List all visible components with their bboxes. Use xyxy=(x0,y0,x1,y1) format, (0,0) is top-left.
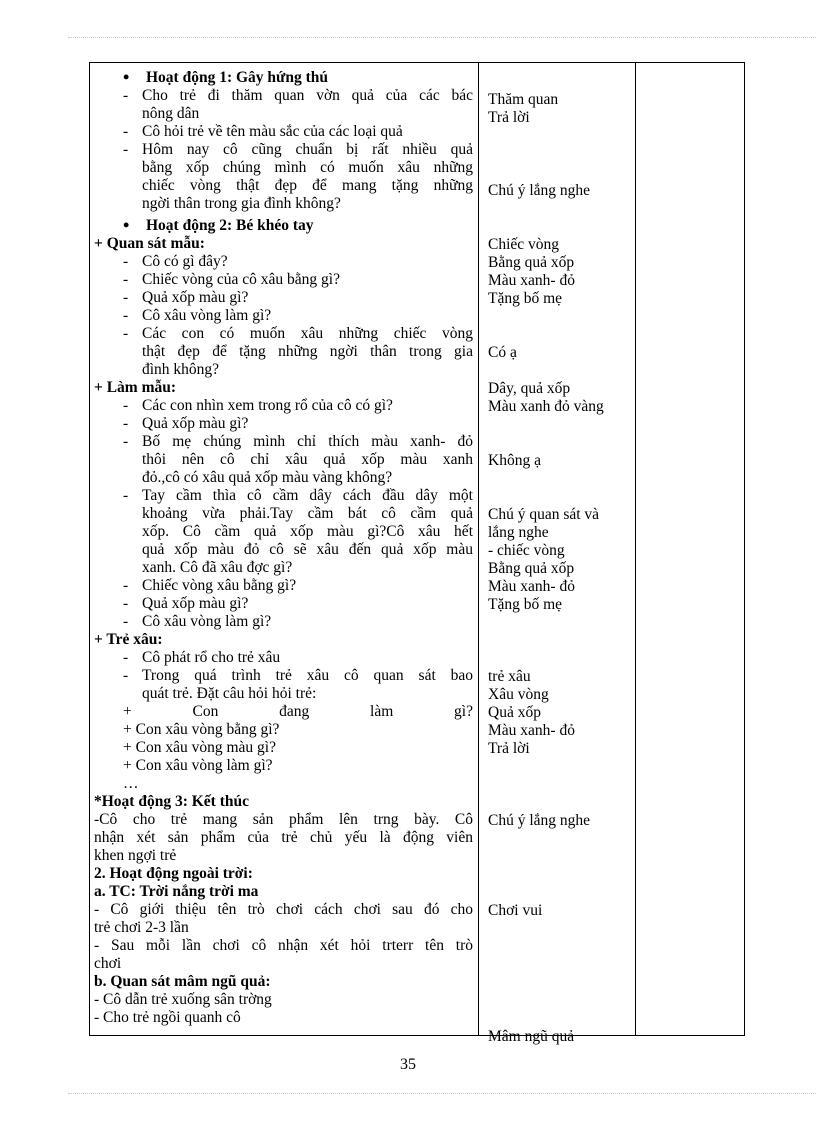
child-response-line: Màu xanh- đỏ xyxy=(488,578,575,595)
activity-line: - Cô xâu vòng làm gì? xyxy=(94,613,473,631)
child-response-line: Dây, quả xốp xyxy=(488,380,571,397)
activity-line: bằng xốp chúng mình có muốn xâu những xyxy=(142,159,473,176)
activity-line: - Cô giới thiệu tên trò chơi cách chơi sau đó cho xyxy=(94,901,473,918)
activity-line: khoảng vừa phải.Tay cầm bát cô cầm quả xyxy=(142,505,473,522)
activity-line: - Bố mẹ chúng mình chỉ thích màu xanh- đỏ xyxy=(94,433,473,451)
activity-line: ngời thân trong gia đình không? xyxy=(142,195,341,212)
child-response-line: Chú ý lắng nghe xyxy=(488,812,591,829)
lesson-activity-table xyxy=(89,62,745,1045)
page-number: 35 xyxy=(400,1056,416,1073)
child-response-line: Quả xốp xyxy=(488,704,541,721)
activity-line: - Chiếc vòng xâu bằng gì? xyxy=(94,577,473,595)
child-response-line: Tặng bố mẹ xyxy=(488,596,563,613)
column-divider-2 xyxy=(635,63,636,1035)
section-heading: • Hoạt động 2: Bé khéo tay xyxy=(94,217,473,235)
activity-line: - Cô có gì đây? xyxy=(94,253,473,271)
activity-line: chiếc vòng thật đẹp để mang tặng những xyxy=(142,177,473,194)
child-response-line: Không ạ xyxy=(488,452,541,469)
activity-line: - Cho trẻ đi thăm quan vờn quả của các bác xyxy=(94,87,473,105)
page-bottom-dotted-rule xyxy=(68,1093,816,1094)
child-response-line: Màu xanh- đỏ xyxy=(488,272,575,289)
child-response-line: Thăm quan xyxy=(488,91,559,108)
activity-line: - Quả xốp màu gì? xyxy=(94,415,473,433)
activity-line: - Cô xâu vòng làm gì? xyxy=(94,307,473,325)
child-response-line: - chiếc vòng xyxy=(488,542,565,559)
activity-line: - Chiếc vòng của cô xâu bằng gì? xyxy=(94,271,473,289)
child-response-line: Có ạ xyxy=(488,344,517,361)
child-response-line: Trả lời xyxy=(488,109,530,126)
activity-line: - Cô dẫn trẻ xuống sân trờng xyxy=(94,991,272,1008)
activity-line: thôi nên cô chỉ xâu quả xốp màu xanh xyxy=(142,451,473,468)
activity-line: - Tay cầm thìa cô cầm dây cách đầu dây một xyxy=(94,487,473,505)
child-response-line: lắng nghe xyxy=(488,524,549,541)
activity-line: - Quả xốp màu gì? xyxy=(94,595,473,613)
child-response-line: Xâu vòng xyxy=(488,686,549,703)
section-heading: + Trẻ xâu: xyxy=(94,631,163,648)
activity-line: + Con đang làm gì? xyxy=(123,703,473,720)
activity-line: - Hôm nay cô cũng chuẩn bị rất nhiều quả xyxy=(94,141,473,159)
activity-line: nhận xét sản phẩm của trẻ chủ yếu là động viên xyxy=(94,829,473,846)
activity-line: đình không? xyxy=(142,361,220,378)
activity-line: quả xốp màu đỏ cô sẽ xâu đến quả xốp màu xyxy=(142,541,473,558)
activity-line: khen ngợi trẻ xyxy=(94,847,177,864)
section-heading: a. TC: Trời nắng trời ma xyxy=(94,883,259,900)
activity-line: + Con xâu vòng làm gì? xyxy=(123,757,273,774)
activity-line: -Cô cho trẻ mang sản phẩm lên trng bày. Cô xyxy=(94,811,473,828)
section-heading: + Quan sát mẫu: xyxy=(94,235,205,252)
child-response-line: Trả lời xyxy=(488,740,530,757)
section-heading: • Hoạt động 1: Gây hứng thú xyxy=(94,69,473,87)
section-heading: 2. Hoạt động ngoài trời: xyxy=(94,865,253,882)
activity-line: nông dân xyxy=(142,105,200,122)
child-response-line: Màu xanh đỏ vàng xyxy=(488,398,604,415)
child-response-line: Chú ý lắng nghe xyxy=(488,182,591,199)
section-heading: *Hoạt động 3: Kết thúc xyxy=(94,793,249,810)
column-divider-1 xyxy=(478,63,479,1035)
activity-line: - Các con có muốn xâu những chiếc vòng xyxy=(94,325,473,343)
activity-line: + Con xâu vòng màu gì? xyxy=(123,739,276,756)
child-response-line: Mâm ngũ quả xyxy=(488,1028,575,1045)
page-top-dotted-rule xyxy=(68,37,816,38)
activity-line: đỏ.,cô có xâu quả xốp màu vàng không? xyxy=(142,469,393,486)
child-response-line: Tặng bố mẹ xyxy=(488,290,563,307)
activity-line: quát trẻ. Đặt câu hỏi hỏi trẻ: xyxy=(142,685,317,702)
activity-line: thật đẹp để tặng những ngời thân trong gia xyxy=(142,343,473,360)
activity-line: - Cô phát rổ cho trẻ xâu xyxy=(94,649,473,667)
child-response-line: Bằng quả xốp xyxy=(488,560,575,577)
activity-line: - Trong quá trình trẻ xâu cô quan sát bao xyxy=(94,667,473,685)
activity-line: xốp. Cô cầm quả xốp màu gì?Cô xâu hết xyxy=(142,523,473,540)
child-response-line: Chơi vui xyxy=(488,902,543,919)
activity-line: - Các con nhìn xem trong rổ của cô có gì? xyxy=(94,397,473,415)
child-response-line: Chiếc vòng xyxy=(488,236,560,253)
section-heading: + Làm mẫu: xyxy=(94,379,177,396)
activity-line: - Quả xốp màu gì? xyxy=(94,289,473,307)
teacher-activities-column xyxy=(94,69,473,1027)
child-response-line: Màu xanh- đỏ xyxy=(488,722,575,739)
activity-line: trẻ chơi 2-3 lần xyxy=(94,919,189,936)
activity-line: - Sau mỗi lần chơi cô nhận xét hỏi trterr tên trò xyxy=(94,937,473,954)
activity-line: chơi xyxy=(94,955,122,972)
child-response-line: trẻ xâu xyxy=(488,668,531,685)
activity-line: xanh. Cô đã xâu đợc gì? xyxy=(142,559,293,576)
activity-line: … xyxy=(123,775,139,792)
section-heading: b. Quan sát mâm ngũ quả: xyxy=(94,973,271,990)
child-response-line: Bằng quả xốp xyxy=(488,254,575,271)
activity-line: - Cho trẻ ngồi quanh cô xyxy=(94,1009,241,1026)
activity-line: - Cô hỏi trẻ về tên màu sắc của các loại quả xyxy=(94,123,473,141)
child-response-line: Chú ý quan sát và xyxy=(488,506,600,523)
activity-line: + Con xâu vòng bằng gì? xyxy=(123,721,280,738)
